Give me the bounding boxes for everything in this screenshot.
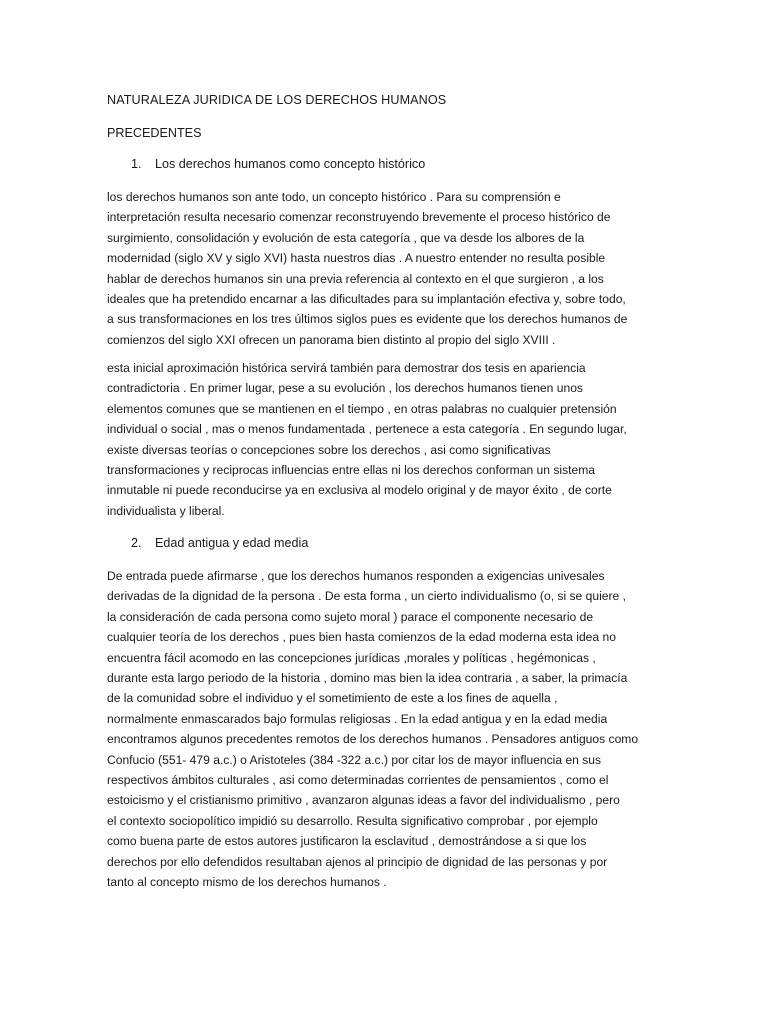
text-line: a sus transformaciones en los tres últimos siglos pues es evidente que los derechos humanos de (107, 312, 628, 327)
text-line: hablar de derechos humanos sin una previa referencia al contexto en el que surgieron , a los (107, 271, 604, 286)
text-line: los derechos humanos son ante todo, un concepto histórico . Para su comprensión e (107, 190, 561, 204)
heading-number: 1. (131, 157, 142, 171)
heading-text: Los derechos humanos como concepto histórico (155, 157, 426, 171)
section-label-precedentes: PRECEDENTES (107, 126, 202, 140)
text-line: la consideración de cada persona como sujeto moral ) parace el componente necesario de (107, 609, 594, 624)
text-line: el contexto sociopolítico impidió su desarrollo. Resulta significativo comprobar , por ejemplo (107, 813, 598, 828)
text-line: comienzos del siglo XXI ofrecen un panorama bien distinto al propio del siglo XVIII . (107, 332, 556, 347)
heading-section-1 (131, 157, 425, 171)
paragraph-2 (107, 358, 667, 521)
text-line: esta inicial aproximación histórica servirá también para demostrar dos tesis en apariencia (107, 361, 586, 375)
text-line: estoicismo y el cristianismo primitivo , avanzaron algunas ideas a favor del individualismo , pero (107, 793, 620, 808)
text-line: derechos por ello defendidos resultaban ajenos al principio de dignidad de las personas y por (107, 854, 608, 869)
paragraph-1 (107, 187, 667, 350)
text-line: modernidad (siglo XV y siglo XVI) hasta nuestros dias . A nuestro entender no resulta posible (107, 251, 606, 266)
text-line: como buena parte de estos autores justificaron la esclavitud , demostrándose a si que los (107, 834, 587, 849)
document-title: NATURALEZA JURIDICA DE LOS DERECHOS HUMANOS (107, 93, 447, 107)
text-line: durante esta largo periodo de la historia , domino mas bien la idea contraria , a saber, la primacía (107, 671, 628, 686)
text-line: de la comunidad sobre el individuo y el sometimiento de este a los fines de aquella , (107, 691, 558, 706)
text-line: individual o social , mas o menos fundamentada , pertenece a esta categoría . En segundo lugar, (107, 422, 627, 437)
heading-section-2 (131, 536, 308, 550)
text-line: ideales que ha pretendido encarnar a las dificultades para su implantación efectiva y, sobre todo, (107, 292, 626, 307)
text-line: contradictoria . En primer lugar, pese a su evolución , los derechos humanos tienen unos (107, 381, 583, 396)
text-line: interpretación resulta necesario comenzar reconstruyendo brevemente el proceso histórico de (107, 210, 611, 225)
text-line: individualista y liberal. (107, 503, 225, 518)
text-line: inmutable ni puede reconducirse ya en exclusiva al modelo original y de mayor éxito , de corte (107, 483, 612, 498)
text-line: elementos comunes que se mantienen en el tiempo , en otras palabras no cualquier pretensión (107, 401, 617, 416)
text-line: transformaciones y reciprocas influencias entre ellas ni los derechos conforman un sistema (107, 463, 596, 478)
paragraph-3 (107, 566, 667, 893)
text-line: existe diversas teorías o concepciones sobre los derechos , asi como significativas (107, 442, 551, 457)
heading-number: 2. (131, 536, 142, 550)
text-line: derivadas de la dignidad de la persona . De esta forma , un cierto individualismo (o, si se quiere , (107, 589, 626, 604)
text-line: De entrada puede afirmarse , que los derechos humanos responden a exigencias univesales (107, 569, 605, 583)
text-line: cualquier teoría de los derechos , pues bien hasta comienzos de la edad moderna esta idea no (107, 630, 616, 645)
text-line: respectivos ámbitos culturales , asi como determinadas corrientes de pensamientos , como el (107, 773, 609, 788)
text-line: tanto al concepto mismo de los derechos humanos . (107, 875, 387, 890)
text-line: encuentra fácil acomodo en las concepciones jurídicas ,morales y políticas , hegémonicas , (107, 650, 596, 665)
text-line: surgimiento, consolidación y evolución de esta categoría , que va desde los albores de la (107, 230, 585, 245)
heading-text: Edad antigua y edad media (155, 536, 309, 550)
text-line: normalmente enmascarados bajo formulas religiosas . En la edad antigua y en la edad media (107, 711, 608, 726)
text-line: Confucio (551- 479 a.c.) o Aristoteles (384 -322 a.c.) por citar los de mayor influencia en sus (107, 752, 602, 767)
text-line: encontramos algunos precedentes remotos de los derechos humanos . Pensadores antiguos como (107, 732, 639, 747)
